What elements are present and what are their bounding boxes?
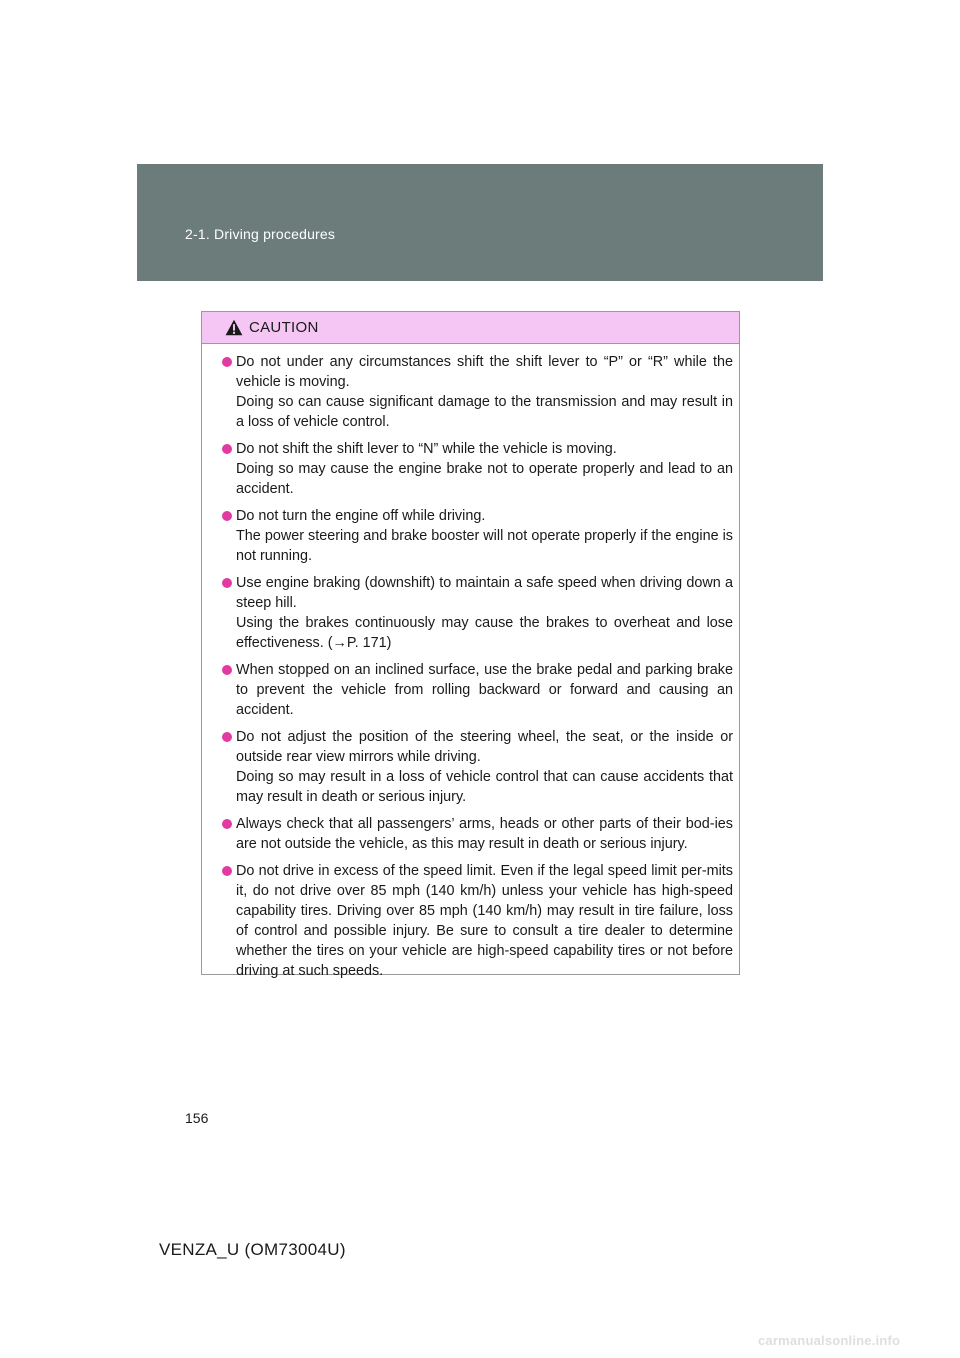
caution-item (222, 727, 733, 807)
caution-header (202, 312, 739, 344)
caution-item-text: Do not drive in excess of the speed limit. Even if the legal speed limit per-mits it, do not drive over 85 mph (140 km/h) unless your vehicle has high-speed capability tires. Driving over 85 mph (140 km/h) may result in tire failure, loss of control and possible injury. Be sure to consult a tire dealer to determine whether the tires on your vehicle are high-speed capability tires or not before driving at such speeds. (236, 863, 733, 979)
bullet-dot-icon (222, 511, 232, 521)
bullet-dot-icon (222, 866, 232, 876)
bullet-dot-icon (222, 357, 232, 367)
caution-item-text: Do not shift the shift lever to “N” while the vehicle is moving. Doing so may cause the engine brake not to operate properly and lead to an accident. (236, 441, 733, 497)
caution-item-text: Do not under any circumstances shift the shift lever to “P” or “R” while the vehicle is moving. Doing so can cause significant damage to the transmission and may result in a loss of vehicle control. (236, 354, 733, 430)
caution-item (222, 573, 733, 653)
header-band (137, 164, 823, 281)
section-title: 2-1. Driving procedures (185, 226, 336, 242)
bullet-dot-icon (222, 578, 232, 588)
watermark: carmanualsonline.info (758, 1333, 901, 1348)
caution-item (222, 506, 733, 566)
caution-item (222, 439, 733, 499)
caution-box (201, 311, 740, 979)
bullet-dot-icon (222, 819, 232, 829)
caution-item-text: Do not turn the engine off while driving. The power steering and brake booster will not operate properly if the engine is not running. (236, 508, 733, 564)
caution-item-text: When stopped on an inclined surface, use the brake pedal and parking brake to prevent the vehicle from rolling backward or forward and causing an accident. (236, 662, 733, 718)
caution-list (202, 344, 739, 981)
caution-item (222, 861, 733, 981)
bullet-dot-icon (222, 665, 232, 675)
caution-item (222, 814, 733, 854)
bullet-dot-icon (222, 444, 232, 454)
caution-item-text: Always check that all passengers’ arms, heads or other parts of their bod-ies are not outside the vehicle, as this may result in death or serious injury. (236, 816, 733, 852)
warning-triangle-icon (225, 319, 243, 336)
caution-item (222, 352, 733, 432)
bullet-dot-icon (222, 732, 232, 742)
page-number: 156 (185, 1110, 209, 1126)
caution-item-text: Do not adjust the position of the steering wheel, the seat, or the inside or outside rear view mirrors while driving. Doing so may result in a loss of vehicle control that can cause accidents that may result in death or serious injury. (236, 729, 733, 805)
caution-label: CAUTION (249, 319, 319, 336)
caution-item-text: Use engine braking (downshift) to maintain a safe speed when driving down a steep hill. Using the brakes continuously may cause the brakes to overheat and lose effectiveness. (→P. 171) (236, 575, 733, 651)
caution-item (222, 660, 733, 720)
document-code: VENZA_U (OM73004U) (159, 1240, 346, 1259)
